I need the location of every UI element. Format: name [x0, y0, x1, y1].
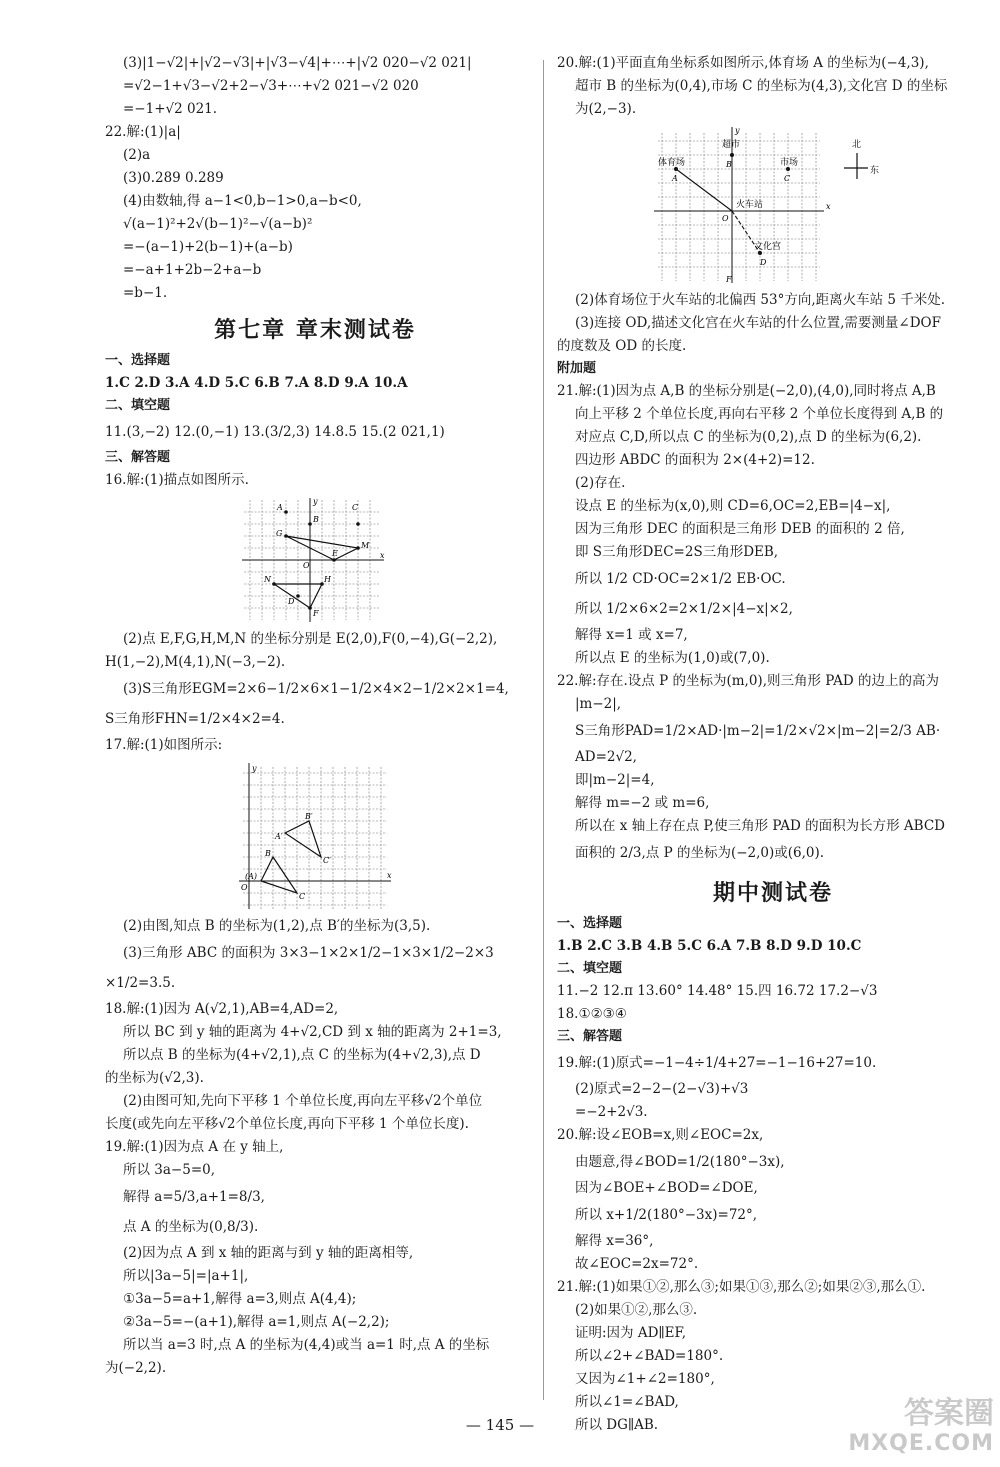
- question-16: 16.解:(1)描点如图所示.: [105, 472, 249, 488]
- column-divider: [543, 60, 544, 1400]
- figure-20-map: [652, 125, 892, 285]
- section-heading: 一、选择题: [557, 916, 623, 931]
- text-line: 设点 E 的坐标为(x,0),则 CD=6,OC=2,EB=|4−x|,: [575, 498, 891, 514]
- text-line: 由题意,得∠BOD=1/2(180°−3x),: [575, 1154, 785, 1170]
- question-21: 21.解:(1)因为点 A,B 的坐标分别是(−2,0),(4,0),同时将点 A,B: [557, 383, 936, 399]
- text-line: (2)存在.: [575, 475, 626, 491]
- text-line: H(1,−2),M(4,1),N(−3,−2).: [105, 654, 286, 670]
- section-heading: 三、解答题: [105, 450, 171, 465]
- text-line: 所以 BC 到 y 轴的距离为 4+√2,CD 到 x 轴的距离为 2+1=3,: [123, 1024, 502, 1040]
- page-number: — 145 —: [465, 1416, 535, 1434]
- text-line: S三角形FHN=1/2×4×2=4.: [105, 711, 285, 727]
- section-heading: 附加题: [557, 361, 597, 376]
- text-line: (2)由图可知,先向下平移 1 个单位长度,再向左平移√2个单位: [123, 1093, 483, 1109]
- text-line: 长度(或先向左平移√2个单位长度,再向下平移 1 个单位长度).: [105, 1116, 469, 1132]
- point-label-h: H: [324, 575, 331, 584]
- text-line: (2)点 E,F,G,H,M,N 的坐标分别是 E(2,0),F(0,−4),G(−2,2),: [123, 631, 498, 647]
- text-line: 所以点 B 的坐标为(4+√2,1),点 C 的坐标为(4+√2,3),点 D: [123, 1047, 481, 1063]
- point-label-c: C: [352, 503, 359, 512]
- text-line: S三角形PAD=1/2×AD·|m−2|=1/2×√2×|m−2|=2/3 AB·: [575, 723, 941, 739]
- x-axis-label: x: [387, 871, 392, 880]
- x-axis-label: x: [826, 202, 831, 211]
- watermark-logo: [848, 1396, 994, 1459]
- text-line: ①3a−5=a+1,解得 a=3,则点 A(4,4);: [123, 1291, 357, 1307]
- label-stadium: 体育场: [658, 158, 686, 168]
- question-20: 20.解:设∠EOB=x,则∠EOC=2x,: [557, 1127, 764, 1143]
- origin-label: O: [722, 214, 729, 223]
- text-line: |m−2|,: [575, 696, 622, 712]
- origin-label: O: [303, 561, 310, 570]
- question-18: 18.解:(1)因为 A(√2,1),AB=4,AD=2,: [105, 1001, 339, 1017]
- fill-answers: 11.−2 12.π 13.60° 14.48° 15.四 16.72 17.2−√3: [557, 983, 878, 999]
- text-line: 所以在 x 轴上存在点 P,使三角形 PAD 的面积为长方形 ABCD: [575, 818, 945, 834]
- right-column: [557, 52, 989, 1437]
- text-line: 所以 x+1/2(180°−3x)=72°,: [575, 1207, 758, 1223]
- point-label-b: B: [313, 515, 319, 524]
- point-label-m: M: [361, 541, 370, 550]
- text-line: =−2+2√3.: [575, 1104, 648, 1120]
- text-line: =−a+1+2b−2+a−b: [123, 262, 262, 278]
- section-heading: 二、填空题: [105, 398, 171, 413]
- question-20: 20.解:(1)平面直角坐标系如图所示,体育场 A 的坐标为(−4,3),: [557, 55, 929, 71]
- text-line: 为(−2,2).: [105, 1360, 167, 1376]
- label-east: 东: [870, 166, 880, 176]
- text-line: √(a−1)²+2√(b−1)²−√(a−b)²: [123, 216, 313, 232]
- text-line: =−1+√2 021.: [123, 101, 218, 117]
- text-line: 即|m−2|=4,: [575, 772, 655, 788]
- text-line: 因为∠BOE+∠BOD=∠DOE,: [575, 1180, 758, 1196]
- text-line: 所以∠2+∠BAD=180°.: [575, 1348, 724, 1364]
- text-line: ②3a−5=−(a+1),解得 a=1,则点 A(−2,2);: [123, 1314, 390, 1330]
- question-22: 22.解:(1)|a|: [105, 124, 181, 140]
- point-label-c: C: [784, 174, 791, 183]
- y-axis-label: y: [252, 764, 257, 773]
- watermark-url: MXQE.COM: [848, 1431, 994, 1456]
- point-label-a: (A): [245, 872, 258, 881]
- point-label-f: F: [726, 275, 732, 284]
- origin-label: O: [241, 883, 248, 892]
- midterm-title: 期中测试卷: [712, 881, 833, 906]
- text-line: 的度数及 OD 的长度.: [557, 338, 687, 354]
- figure-16-grid: [240, 496, 390, 624]
- text-line: AD=2√2,: [575, 749, 637, 765]
- text-line: (2)体育场位于火车站的北偏西 53°方向,距离火车站 5 千米处.: [575, 292, 946, 308]
- text-line: 解得 a=5/3,a+1=8/3,: [123, 1189, 265, 1205]
- point-label-d: D: [760, 258, 767, 267]
- point-label-a: A: [277, 503, 283, 512]
- text-line: =√2−1+√3−√2+2−√3+⋯+√2 021−√2 020: [123, 78, 419, 94]
- watermark-title: 答案圈: [904, 1396, 994, 1431]
- question-22: 22.解:存在.设点 P 的坐标为(m,0),则三角形 PAD 的边上的高为: [557, 673, 939, 689]
- text-line: 即 S三角形DEC=2S三角形DEB,: [575, 544, 779, 560]
- y-axis-label: y: [313, 497, 318, 506]
- text-line: =−(a−1)+2(b−1)+(a−b): [123, 239, 293, 255]
- left-column: [105, 52, 525, 1380]
- point-label-a: A: [672, 174, 678, 183]
- text-line: 为(2,−3).: [575, 101, 637, 117]
- text-line: 超市 B 的坐标为(0,4),市场 C 的坐标为(4,3),文化宫 D 的坐标: [575, 78, 948, 94]
- fill-answers: 18.①②③④: [557, 1006, 627, 1022]
- question-19: 19.解:(1)原式=−1−4÷1/4+27=−1−16+27=10.: [557, 1055, 877, 1071]
- text-line: (2)因为点 A 到 x 轴的距离与到 y 轴的距离相等,: [123, 1245, 414, 1261]
- text-line: 四边形 ABDC 的面积为 2×(4+2)=12.: [575, 452, 815, 468]
- point-label-b-prime: B′: [305, 812, 313, 821]
- text-line: 所以当 a=3 时,点 A 的坐标为(4,4)或当 a=1 时,点 A 的坐标: [123, 1337, 490, 1353]
- text-line: (3)S三角形EGM=2×6−1/2×6×1−1/2×4×2−1/2×2×1=4,: [123, 681, 509, 697]
- chapter-7-title: 第七章 章末测试卷: [214, 318, 416, 343]
- text-line: (2)a: [123, 147, 151, 163]
- label-north: 北: [852, 140, 862, 150]
- section-heading: 二、填空题: [557, 961, 623, 976]
- text-line: 解得 m=−2 或 m=6,: [575, 795, 710, 811]
- text-line: 所以 1/2 CD·OC=2×1/2 EB·OC.: [575, 571, 786, 587]
- point-label-f: F: [313, 609, 319, 618]
- figure-17-grid: [235, 761, 395, 911]
- section-heading: 一、选择题: [105, 353, 171, 368]
- text-line: 对应点 C,D,所以点 C 的坐标为(0,2),点 D 的坐标为(6,2).: [575, 429, 922, 445]
- label-train-station: 火车站: [736, 200, 764, 210]
- choice-answers: 1.C 2.D 3.A 4.D 5.C 6.B 7.A 8.D 9.A 10.A: [105, 375, 408, 391]
- point-label-g: G: [276, 529, 283, 538]
- text-line: 因为三角形 DEC 的面积是三角形 DEB 的面积的 2 倍,: [575, 521, 905, 537]
- text-line: =b−1.: [123, 285, 168, 301]
- text-line: 所以∠1=∠BAD,: [575, 1394, 679, 1410]
- text-line: (3)连接 OD,描述文化宫在火车站的什么位置,需要测量∠DOF: [575, 315, 941, 331]
- point-label-a-prime: A′: [275, 832, 283, 841]
- compass-icon: [844, 153, 868, 179]
- text-line: 点 A 的坐标为(0,8/3).: [123, 1219, 259, 1235]
- label-cultural-palace: 文化宫: [754, 242, 782, 252]
- section-heading: 三、解答题: [557, 1029, 623, 1044]
- point-label-c: C: [299, 892, 306, 901]
- question-17: 17.解:(1)如图所示:: [105, 737, 223, 753]
- text-line: 解得 x=1 或 x=7,: [575, 627, 688, 643]
- text-line: 的坐标为(√2,3).: [105, 1070, 204, 1086]
- text-line: 解得 x=36°,: [575, 1233, 654, 1249]
- text-line: 向上平移 2 个单位长度,再向右平移 2 个单位长度得到 A,B 的: [575, 406, 944, 422]
- text-line: (3)0.289 0.289: [123, 170, 224, 186]
- x-axis-label: x: [380, 551, 385, 560]
- point-label-b: B: [726, 160, 732, 169]
- text-line: 故∠EOC=2x=72°.: [575, 1256, 699, 1272]
- text-line: 所以 DG∥AB.: [575, 1417, 659, 1433]
- point-label-d: D: [288, 597, 295, 606]
- text-line: (2)原式=2−2−(2−√3)+√3: [575, 1081, 749, 1097]
- text-line: (2)由图,知点 B 的坐标为(1,2),点 B′的坐标为(3,5).: [123, 918, 431, 934]
- text-line: 所以 3a−5=0,: [123, 1162, 216, 1178]
- text-line: (4)由数轴,得 a−1<0,b−1>0,a−b<0,: [123, 193, 362, 209]
- text-line: 所以点 E 的坐标为(1,0)或(7,0).: [575, 650, 770, 666]
- point-label-n: N: [264, 575, 271, 584]
- point-label-c-prime: C′: [323, 856, 331, 865]
- text-line: (3)|1−√2|+|√2−√3|+|√3−√4|+⋯+|√2 020−√2 021|: [123, 55, 472, 71]
- fill-answers: 11.(3,−2) 12.(0,−1) 13.(3/2,3) 14.8.5 15.(2 021,1): [105, 424, 445, 440]
- text-line: 所以|3a−5|=|a+1|,: [123, 1268, 249, 1284]
- point-label-e: E: [332, 549, 338, 558]
- text-line: 面积的 2/3,点 P 的坐标为(−2,0)或(6,0).: [575, 845, 825, 861]
- label-supermarket: 超市: [722, 140, 741, 150]
- choice-answers: 1.B 2.C 3.B 4.B 5.C 6.A 7.B 8.D 9.D 10.C: [557, 938, 862, 954]
- text-line: 证明:因为 AD∥EF,: [575, 1325, 687, 1341]
- text-line: 又因为∠1+∠2=180°,: [575, 1371, 715, 1387]
- text-line: (3)三角形 ABC 的面积为 3×3−1×2×1/2−1×3×1/2−2×3: [123, 945, 494, 961]
- y-axis-label: y: [735, 126, 740, 135]
- question-21: 21.解:(1)如果①②,那么③;如果①③,那么②;如果②③,那么①.: [557, 1279, 926, 1295]
- question-19: 19.解:(1)因为点 A 在 y 轴上,: [105, 1139, 284, 1155]
- text-line: (2)如果①②,那么③.: [575, 1302, 698, 1318]
- point-label-b: B: [265, 849, 271, 858]
- label-market: 市场: [780, 158, 799, 168]
- text-line: 所以 1/2×6×2=2×1/2×|4−x|×2,: [575, 601, 793, 617]
- text-line: ×1/2=3.5.: [105, 975, 176, 991]
